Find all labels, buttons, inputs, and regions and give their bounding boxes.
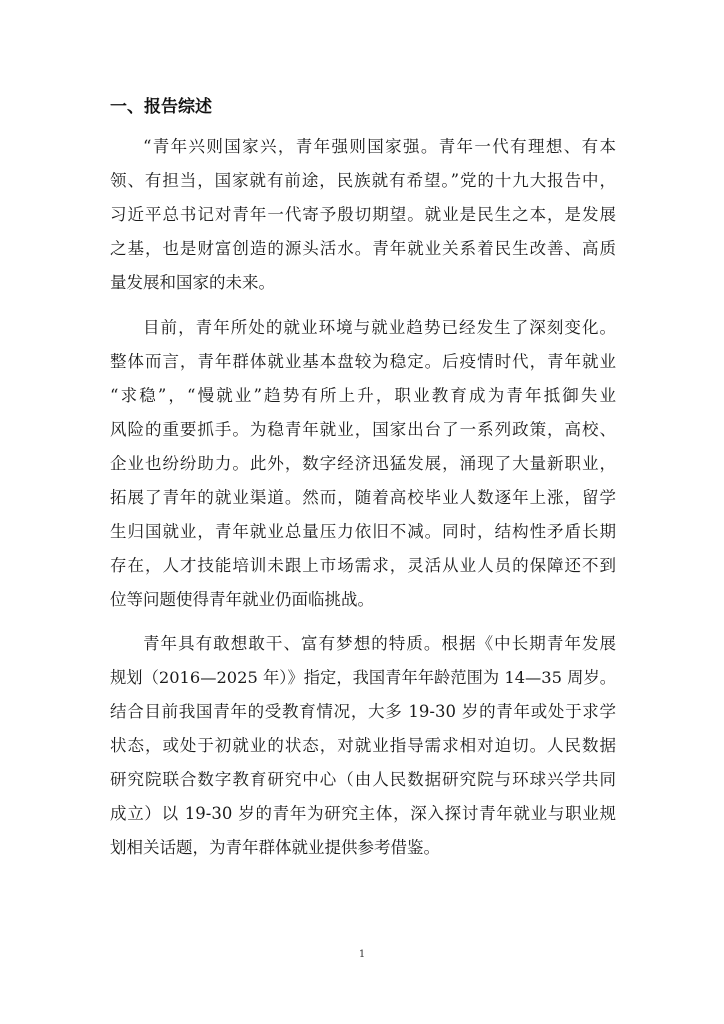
paragraph-2-line-6: 拓展了青年的就业渠道。然而，随着高校毕业人数逐年上涨，留学 xyxy=(110,488,616,507)
paragraph-3-line-5: 研究院联合数字教育研究中心（由人民数据研究院与环球兴学共同 xyxy=(110,770,616,789)
paragraph-2-line-7: 生归国就业，青年就业总量压力依旧不减。同时，结构性矛盾长期 xyxy=(110,522,616,541)
paragraph-3-line-7: 划相关话题，为青年群体就业提供参考借鉴。 xyxy=(110,838,440,857)
paragraph-3-line-4: 状态，或处于初就业的状态，对就业指导需求相对迫切。人民数据 xyxy=(110,736,616,755)
paragraph-2-line-8: 存在，人才技能培训未跟上市场需求，灵活从业人员的保障还不到 xyxy=(110,556,616,575)
paragraph-1-line-5: 量发展和国家的未来。 xyxy=(110,273,275,292)
paragraph-2-line-2: 整体而言，青年群体就业基本盘较为稳定。后疫情时代，青年就业 xyxy=(110,352,616,371)
page-number: 1 xyxy=(358,949,366,960)
paragraph-3-line-1: 青年具有敢想敢干、富有梦想的特质。根据《中长期青年发展 xyxy=(143,634,616,653)
paragraph-1-line-2: 领、有担当，国家就有前途，民族就有希望。”党的十九大报告中， xyxy=(110,171,616,190)
paragraph-3-line-6: 成立）以 19-30 岁的青年为研究主体，深入探讨青年就业与职业规 xyxy=(110,804,616,823)
paragraph-2-line-3: “求稳”，“慢就业”趋势有所上升，职业教育成为青年抵御失业 xyxy=(110,386,616,405)
paragraph-2-line-4: 风险的重要抓手。为稳青年就业，国家出台了一系列政策，高校、 xyxy=(110,420,616,439)
paragraph-3-line-3: 结合目前我国青年的受教育情况，大多 19-30 岁的青年或处于求学 xyxy=(110,702,616,721)
section-heading: 一、报告综述 xyxy=(110,97,212,117)
paragraph-3-line-2: 规划（2016—2025 年）》指定，我国青年年龄范围为 14—35 周岁。 xyxy=(110,668,616,687)
paragraph-1-line-3: 习近平总书记对青年一代寄予殷切期望。就业是民生之本，是发展 xyxy=(110,205,616,224)
paragraph-2-line-9: 位等问题使得青年就业仍面临挑战。 xyxy=(110,590,374,609)
paragraph-2-line-1: 目前，青年所处的就业环境与就业趋势已经发生了深刻变化。 xyxy=(143,318,616,337)
paragraph-1-line-1: “青年兴则国家兴，青年强则国家强。青年一代有理想、有本 xyxy=(143,137,616,156)
paragraph-2-line-5: 企业也纷纷助力。此外，数字经济迅猛发展，涌现了大量新职业， xyxy=(110,454,616,473)
paragraph-1-line-4: 之基，也是财富创造的源头活水。青年就业关系着民生改善、高质 xyxy=(110,239,616,258)
